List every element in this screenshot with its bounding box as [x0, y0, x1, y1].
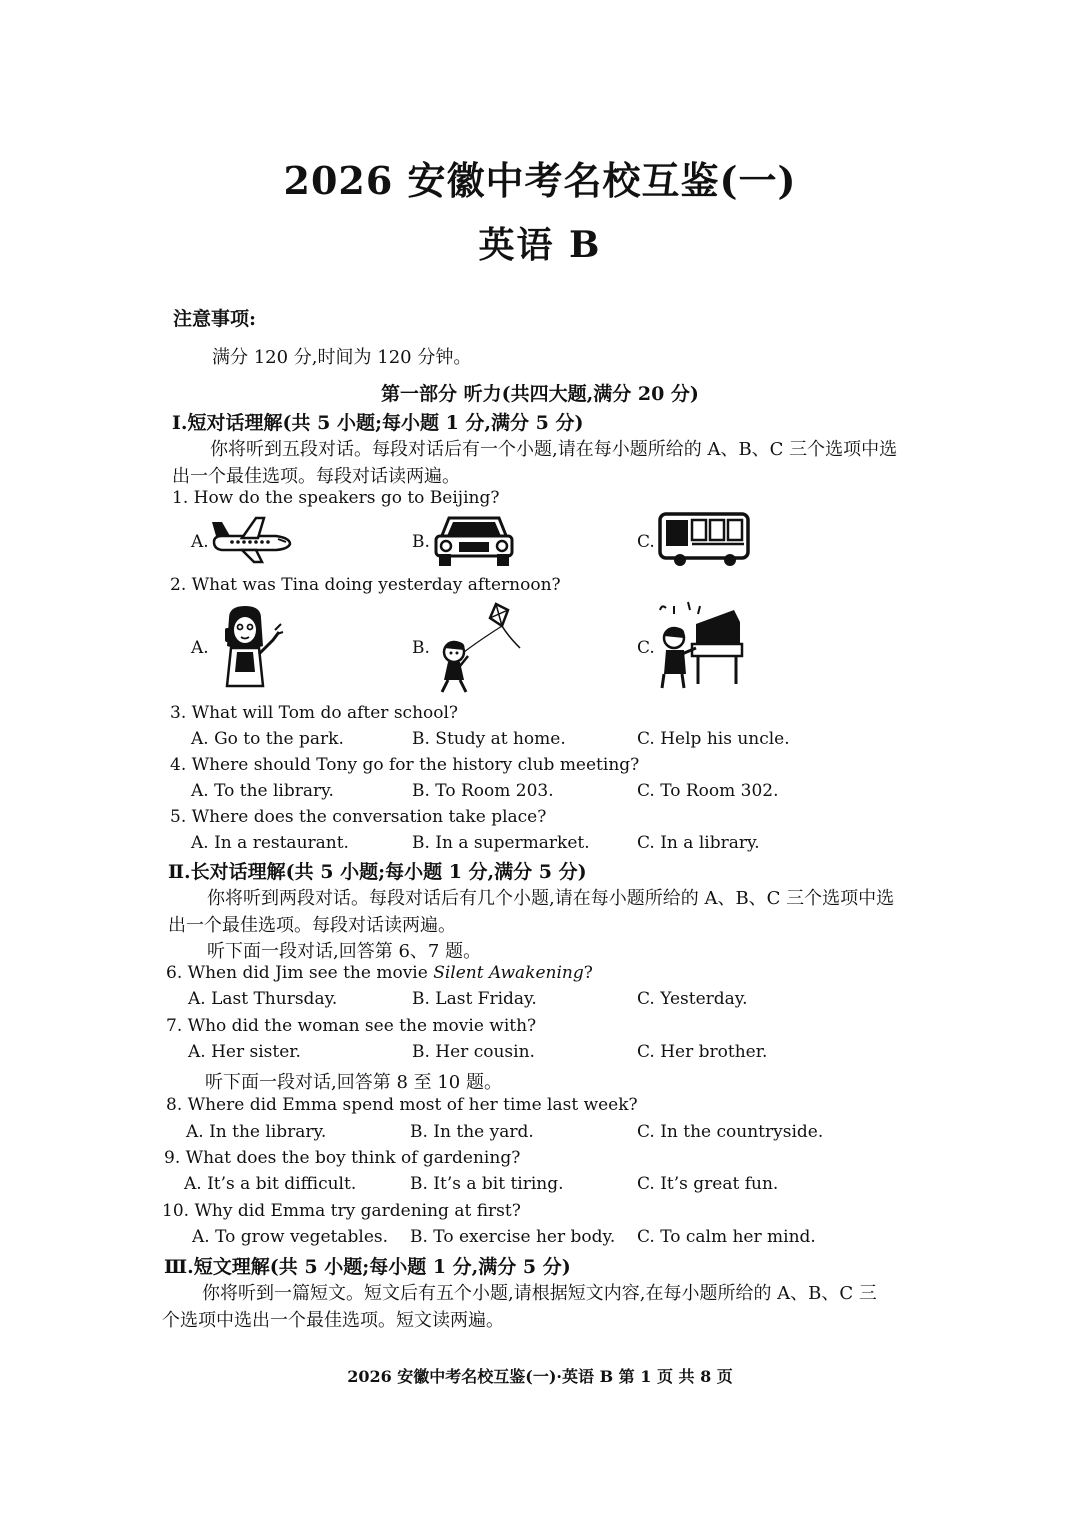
q5-option-c: C. In a library.	[637, 833, 760, 853]
notice-heading: 注意事项:	[173, 308, 257, 330]
question-8: 8. Where did Emma spend most of her time last week?	[166, 1095, 638, 1115]
part1-title: 第一部分 听力(共四大题,满分 20 分)	[381, 383, 699, 405]
q1-option-b-label: B.	[412, 532, 430, 552]
q6-option-b: B. Last Friday.	[412, 989, 537, 1009]
section3-title: Ⅲ.短文理解(共 5 小题;每小题 1 分,满分 5 分)	[164, 1256, 571, 1278]
section3-instruction-line2: 个选项中选出一个最佳选项。短文读两遍。	[162, 1310, 504, 1331]
question-6-mark: ?	[583, 963, 593, 983]
q7-option-b: B. Her cousin.	[412, 1042, 535, 1062]
q6-option-c: C. Yesterday.	[637, 989, 748, 1009]
section2-instruction-line1: 你将听到两段对话。每段对话后有几个小题,请在每小题所给的 A、B、C 三个选项中选	[207, 888, 895, 909]
q5-option-b: B. In a supermarket.	[412, 833, 590, 853]
q2-option-a-label: A.	[191, 638, 209, 658]
q10-option-c: C. To calm her mind.	[637, 1227, 816, 1247]
section3-instruction-line1: 你将听到一篇短文。短文后有五个小题,请根据短文内容,在每小题所给的 A、B、C 三	[202, 1283, 877, 1304]
q9-option-a: A. It’s a bit difficult.	[184, 1174, 357, 1194]
q8-option-b: B. In the yard.	[410, 1122, 534, 1142]
question-4: 4. Where should Tony go for the history club meeting?	[170, 755, 640, 775]
page-footer: 2026 安徽中考名校互鉴(一)·英语 B 第 1 页 共 8 页	[347, 1367, 733, 1386]
movie-title: Silent Awakening	[433, 963, 584, 983]
q10-option-b: B. To exercise her body.	[410, 1227, 616, 1247]
bus-icon	[656, 510, 752, 568]
question-6-text: 6. When did Jim see the movie	[166, 963, 434, 983]
q3-option-b: B. Study at home.	[412, 729, 566, 749]
q4-option-c: C. To Room 302.	[637, 781, 779, 801]
q7-option-c: C. Her brother.	[637, 1042, 768, 1062]
question-1: 1. How do the speakers go to Beijing?	[172, 488, 500, 508]
q10-option-a: A. To grow vegetables.	[192, 1227, 389, 1247]
section2-listen-6-7: 听下面一段对话,回答第 6、7 题。	[207, 941, 482, 962]
q7-option-a: A. Her sister.	[188, 1042, 301, 1062]
q1-option-c-label: C.	[637, 532, 655, 552]
q4-option-b: B. To Room 203.	[412, 781, 554, 801]
q5-option-a: A. In a restaurant.	[191, 833, 349, 853]
question-10: 10. Why did Emma try gardening at first?	[162, 1201, 521, 1221]
section1-instruction-line1: 你将听到五段对话。每段对话后有一个小题,请在每小题所给的 A、B、C 三个选项中选	[210, 439, 898, 460]
girl-phone-icon	[215, 602, 285, 688]
q4-option-a: A. To the library.	[191, 781, 334, 801]
q3-option-a: A. Go to the park.	[191, 729, 344, 749]
q8-option-c: C. In the countryside.	[637, 1122, 824, 1142]
airplane-icon	[210, 514, 292, 564]
car-icon	[433, 512, 515, 568]
q2-option-b-label: B.	[412, 638, 430, 658]
page-title: 2026 安徽中考名校互鉴(一)	[283, 158, 797, 203]
question-9: 9. What does the boy think of gardening?	[164, 1148, 521, 1168]
section2-instruction-line2: 出一个最佳选项。每段对话读两遍。	[168, 915, 456, 936]
section2-listen-8-10: 听下面一段对话,回答第 8 至 10 题。	[205, 1072, 502, 1093]
girl-piano-icon	[652, 600, 744, 692]
section1-title: Ⅰ.短对话理解(共 5 小题;每小题 1 分,满分 5 分)	[172, 412, 584, 434]
girl-kite-icon	[430, 600, 526, 696]
q1-option-a-label: A.	[191, 532, 209, 552]
question-2: 2. What was Tina doing yesterday afternoon?	[170, 575, 561, 595]
question-5: 5. Where does the conversation take place?	[170, 807, 547, 827]
question-3: 3. What will Tom do after school?	[170, 703, 459, 723]
question-6	[166, 963, 593, 983]
q2-option-c-label: C.	[637, 638, 655, 658]
q9-option-c: C. It’s great fun.	[637, 1174, 779, 1194]
q6-option-a: A. Last Thursday.	[188, 989, 338, 1009]
section1-instruction-line2: 出一个最佳选项。每段对话读两遍。	[172, 466, 460, 487]
page-subtitle: 英语 B	[478, 224, 602, 266]
question-7: 7. Who did the woman see the movie with?	[166, 1016, 537, 1036]
q8-option-a: A. In the library.	[186, 1122, 327, 1142]
notice-text: 满分 120 分,时间为 120 分钟。	[212, 347, 472, 368]
q3-option-c: C. Help his uncle.	[637, 729, 790, 749]
section2-title: Ⅱ.长对话理解(共 5 小题;每小题 1 分,满分 5 分)	[168, 861, 587, 883]
q9-option-b: B. It’s a bit tiring.	[410, 1174, 564, 1194]
